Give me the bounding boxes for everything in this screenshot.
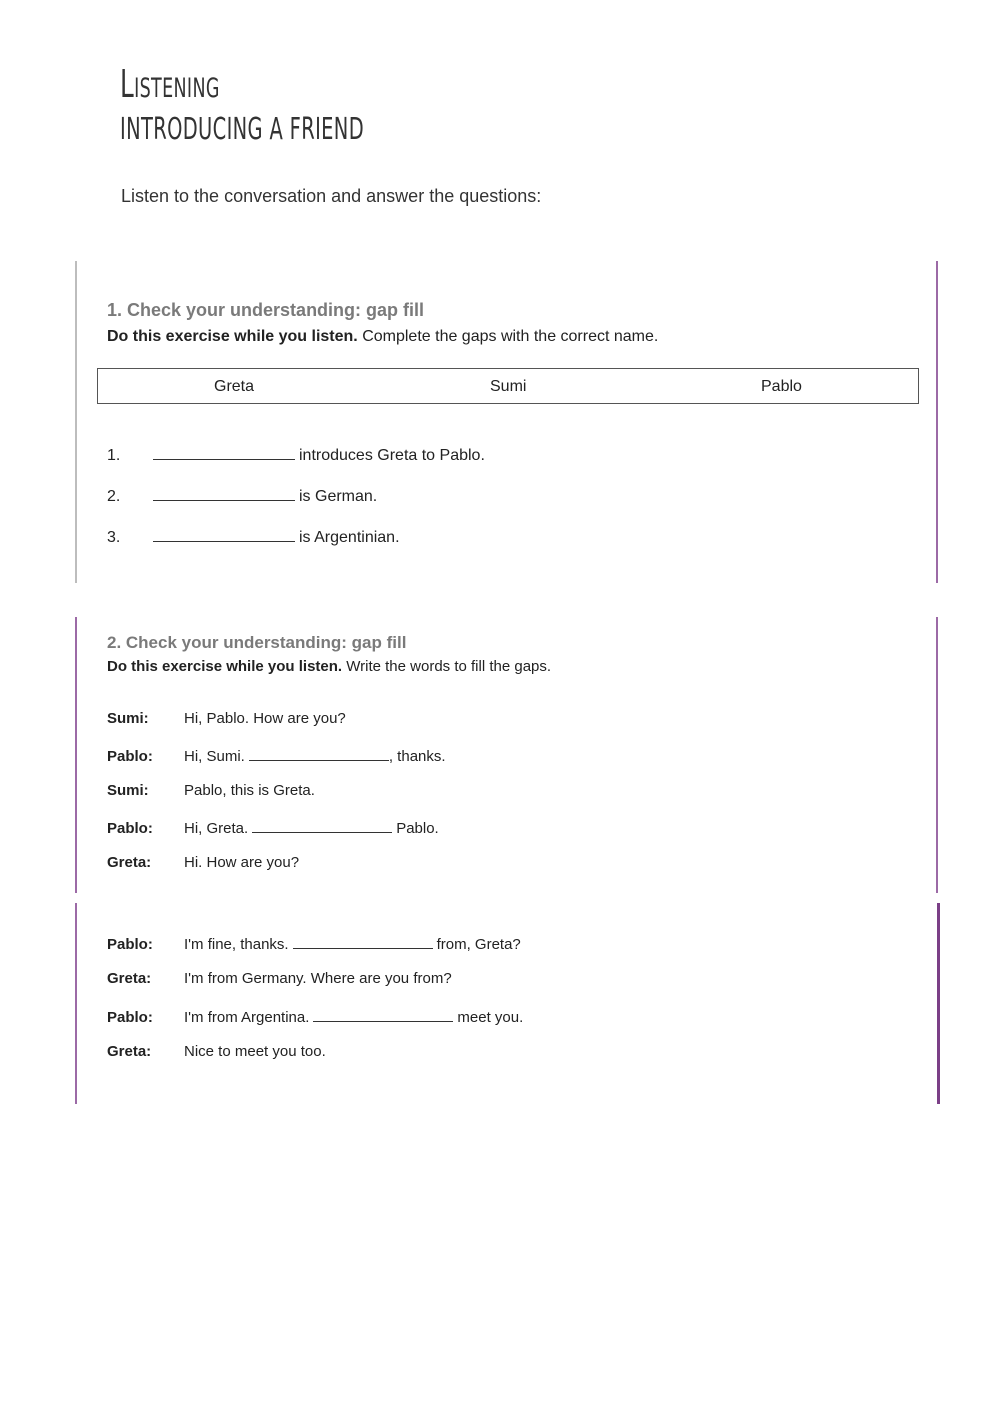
line-text-after: from, Greta? <box>436 936 521 953</box>
dialogue-line-4 <box>107 818 439 837</box>
name-options-box <box>97 368 919 404</box>
line-text-after: Pablo. <box>396 820 439 837</box>
instruction-text: Listen to the conversation and answer the questions: <box>121 186 542 206</box>
line-text: I'm fine, thanks. <box>184 936 289 953</box>
section2-instructions-rest: Write the words to fill the gaps. <box>342 658 552 675</box>
dialogue-blank-4[interactable] <box>313 1007 453 1022</box>
speaker: Pablo: <box>107 1009 153 1026</box>
line-text: I'm from Argentina. <box>184 1009 310 1026</box>
section3-right-border <box>937 903 940 1104</box>
section1-instructions <box>107 328 658 346</box>
name-option-greta: Greta <box>214 378 255 395</box>
line-text: Hi, Greta. <box>184 820 249 837</box>
dialogue-line-1 <box>107 710 346 727</box>
section2-left-border <box>75 617 77 893</box>
question-1 <box>107 445 485 465</box>
line-text: Hi, Sumi. <box>184 748 245 765</box>
question-text: introduces Greta to Pablo. <box>299 447 485 464</box>
line-text: Pablo, this is Greta. <box>184 782 315 799</box>
name-option-sumi: Sumi <box>490 378 527 395</box>
section3-left-border <box>75 903 77 1104</box>
speaker: Pablo: <box>107 820 153 837</box>
dialogue-blank-2[interactable] <box>252 818 392 833</box>
section1-instructions-rest: Complete the gaps with the correct name. <box>357 328 659 345</box>
dialogue-line-3 <box>107 782 315 799</box>
dialogue-line-5 <box>107 854 299 871</box>
section2-instructions <box>107 658 551 675</box>
speaker: Greta: <box>107 970 152 987</box>
section1-right-border <box>936 261 938 583</box>
question-3 <box>107 527 400 547</box>
question-number: 1. <box>107 447 121 464</box>
answer-blank-1[interactable] <box>153 445 295 460</box>
speaker: Pablo: <box>107 936 153 953</box>
dialogue-blank-1[interactable] <box>249 746 389 761</box>
section2-instructions-bold: Do this exercise while you listen. <box>107 658 343 675</box>
speaker: Pablo: <box>107 748 153 765</box>
dialogue-line-6 <box>107 934 521 953</box>
page-subtitle: INTRODUCING A FRIEND <box>120 112 365 147</box>
section1-instructions-bold: Do this exercise while you listen. <box>107 328 358 345</box>
section1-title: 1. Check your understanding: gap fill <box>107 300 425 320</box>
speaker: Sumi: <box>107 782 149 799</box>
question-2 <box>107 486 377 506</box>
speaker: Greta: <box>107 1043 152 1060</box>
line-text: Hi. How are you? <box>184 854 300 871</box>
answer-blank-2[interactable] <box>153 486 295 501</box>
speaker: Greta: <box>107 854 152 871</box>
speaker: Sumi: <box>107 710 149 727</box>
section1-left-border <box>75 261 77 583</box>
answer-blank-3[interactable] <box>153 527 295 542</box>
line-text: Nice to meet you too. <box>184 1043 326 1060</box>
line-text: Hi, Pablo. How are you? <box>184 710 346 727</box>
question-text: is German. <box>299 488 378 505</box>
question-text: is Argentinian. <box>299 529 400 546</box>
question-number: 3. <box>107 529 121 546</box>
section2-title: 2. Check your understanding: gap fill <box>107 633 407 652</box>
dialogue-blank-3[interactable] <box>293 934 433 949</box>
dialogue-line-2 <box>107 746 446 765</box>
section2-right-border <box>936 617 938 893</box>
dialogue-line-9 <box>107 1043 326 1060</box>
line-text: I'm from Germany. Where are you from? <box>184 970 452 987</box>
question-number: 2. <box>107 488 121 505</box>
line-text-after: , thanks. <box>388 748 446 765</box>
line-text-after: meet you. <box>457 1009 524 1026</box>
dialogue-line-7 <box>107 970 452 987</box>
dialogue-line-8 <box>107 1007 523 1026</box>
name-option-pablo: Pablo <box>761 378 802 395</box>
page-title: Listening <box>120 62 220 106</box>
